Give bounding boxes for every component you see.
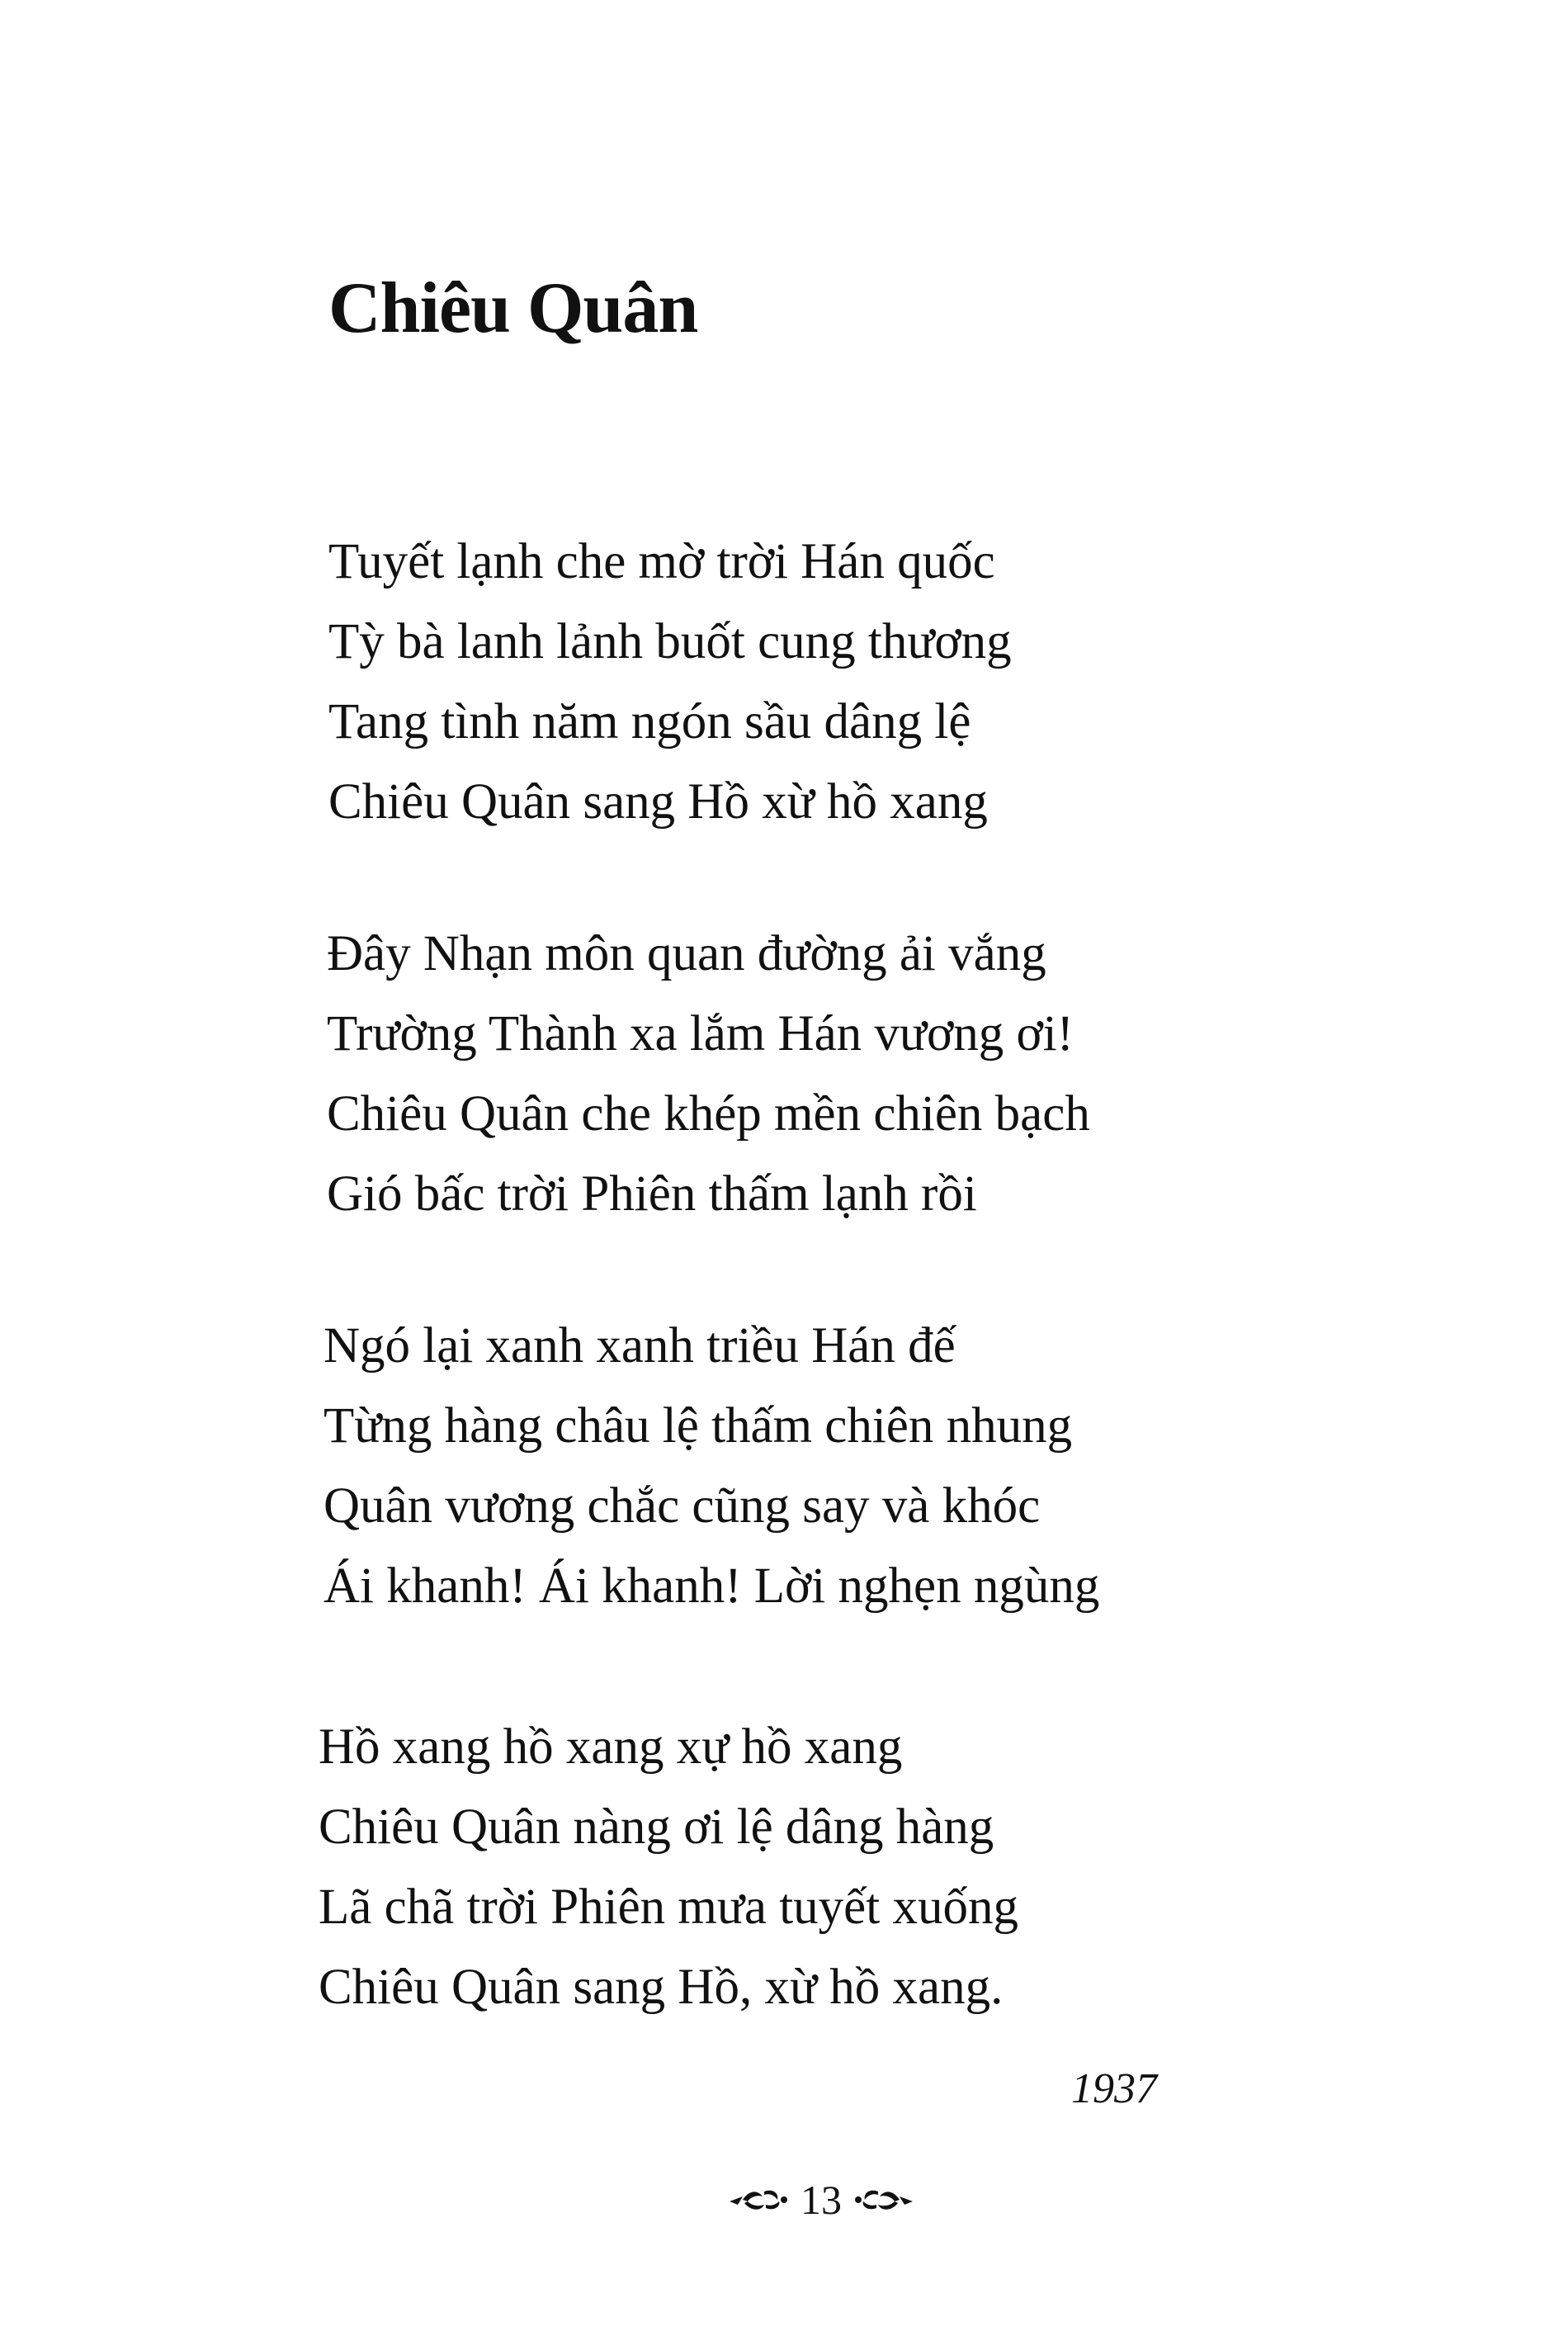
poem-line: Chiêu Quân sang Hồ, xừ hồ xang. — [319, 1960, 1004, 2015]
poem-line: Ái khanh! Ái khanh! Lời nghẹn ngùng — [324, 1558, 1100, 1614]
poem-date: 1937 — [1071, 2065, 1157, 2112]
stanza-1 — [328, 522, 1012, 842]
poem-line: Ngó lại xanh xanh triều Hán đế — [324, 1318, 956, 1374]
poem-line: Tỳ bà lanh lảnh buốt cung thương — [328, 614, 1012, 669]
stanza-3 — [324, 1306, 1099, 1626]
page-number: 13 — [801, 2177, 842, 2223]
poem-line: Chiêu Quân che khép mền chiên bạch — [327, 1086, 1090, 1142]
poem-line: Lã chã trời Phiên mưa tuyết xuống — [319, 1879, 1018, 1935]
stanza-2 — [327, 914, 1090, 1234]
poem-line: Hồ xang hồ xang xự hồ xang — [319, 1719, 903, 1775]
poem-line: Gió bấc trời Phiên thấm lạnh rồi — [327, 1166, 977, 1222]
poem-line: Quân vương chắc cũng say và khóc — [324, 1478, 1041, 1534]
poem-line: Chiêu Quân nàng ơi lệ dâng hàng — [319, 1799, 994, 1855]
poem-title: Chiêu Quân — [328, 268, 698, 348]
poem-line: Tuyết lạnh che mờ trời Hán quốc — [328, 534, 995, 589]
floral-ornament-right-icon — [850, 2183, 916, 2216]
poem-line: Từng hàng châu lệ thấm chiên nhung — [324, 1398, 1073, 1454]
poem-line: Chiêu Quân sang Hồ xừ hồ xang — [328, 774, 988, 830]
floral-ornament-left-icon — [726, 2183, 792, 2216]
poem-line: Tang tình năm ngón sầu dâng lệ — [328, 694, 971, 749]
poem-line: Trường Thành xa lắm Hán vương ơi! — [327, 1006, 1074, 1061]
stanza-4 — [319, 1707, 1018, 2027]
page-footer — [726, 2177, 916, 2223]
poem-line: Đây Nhạn môn quan đường ải vắng — [327, 926, 1046, 981]
